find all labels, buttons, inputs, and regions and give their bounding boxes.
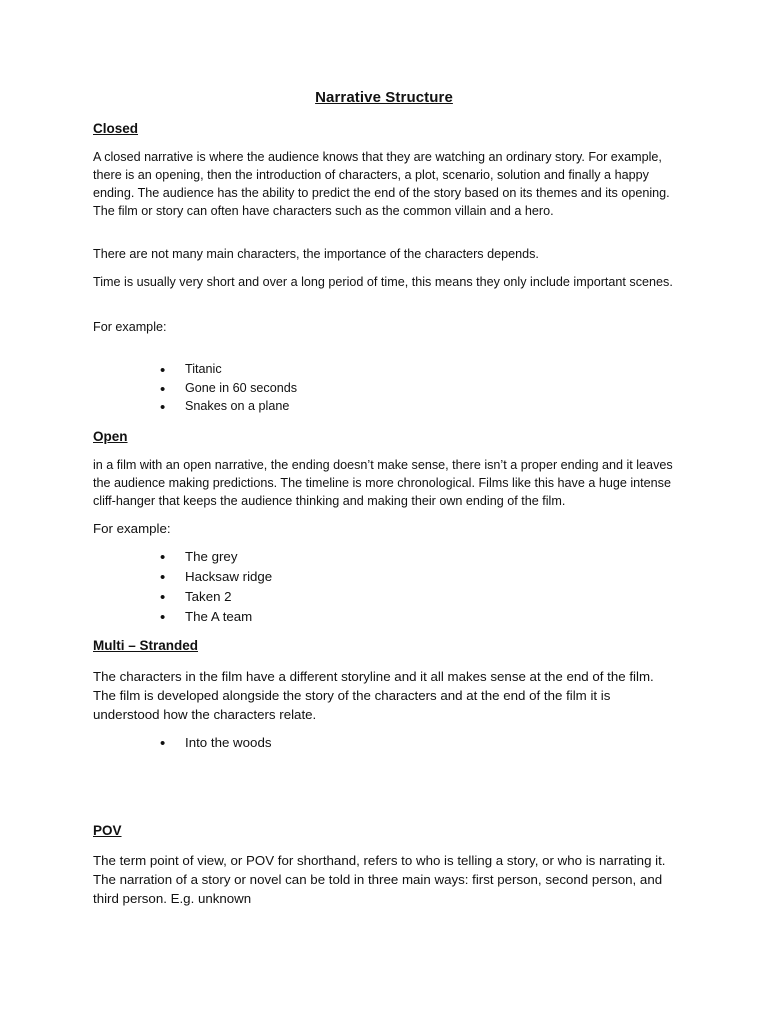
closed-example-list (160, 362, 297, 418)
multi-stranded-heading: Multi – Stranded (93, 638, 199, 653)
list-item: • Into the woods (160, 735, 272, 755)
closed-for-example: For example: (93, 320, 167, 334)
multi-example-list (160, 735, 272, 755)
closed-heading: Closed (93, 121, 139, 136)
list-item: • Taken 2 (160, 589, 272, 609)
list-item: • Titanic (160, 362, 297, 381)
list-item: • Hacksaw ridge (160, 569, 272, 589)
open-example-list (160, 549, 272, 629)
list-item: • The grey (160, 549, 272, 569)
open-paragraph: in a film with an open narrative, the ending doesn’t make sense, there isn’t a proper ending and it leaves the audience making predictions. The timeline is more chronological. Films like this have a huge intense cliff-hanger that keeps the audience thinking and making their own ending of the film. (93, 458, 673, 508)
open-for-example: For example: (93, 521, 171, 536)
closed-paragraph: Time is usually very short and over a long period of time, this means they only include important scenes. (93, 275, 673, 289)
list-item: • The A team (160, 609, 272, 629)
closed-paragraph: There are not many main characters, the importance of the characters depends. (93, 247, 539, 261)
list-item: • Gone in 60 seconds (160, 381, 297, 400)
document-title: Narrative Structure (315, 89, 453, 106)
pov-heading: POV (93, 823, 122, 838)
multi-stranded-paragraph: The characters in the film have a different storyline and it all makes sense at the end of the film. The film is developed alongside the story of the characters and at the end of the film it is understood how the characters relate. (93, 669, 654, 722)
closed-paragraph: A closed narrative is where the audience knows that they are watching an ordinary story. For example, there is an opening, then the introduction of characters, a plot, scenario, solution and finally a happy ending. The audience has the ability to predict the end of the story based on its themes and its opening. The film or story can often have characters such as the common villain and a hero. (93, 150, 670, 218)
open-heading: Open (93, 429, 128, 444)
pov-paragraph: The term point of view, or POV for shorthand, refers to who is telling a story, or who is narrating it. The narration of a story or novel can be told in three main ways: first person, second person, and third person. E.g. unknown (93, 853, 666, 906)
list-item: • Snakes on a plane (160, 399, 297, 418)
